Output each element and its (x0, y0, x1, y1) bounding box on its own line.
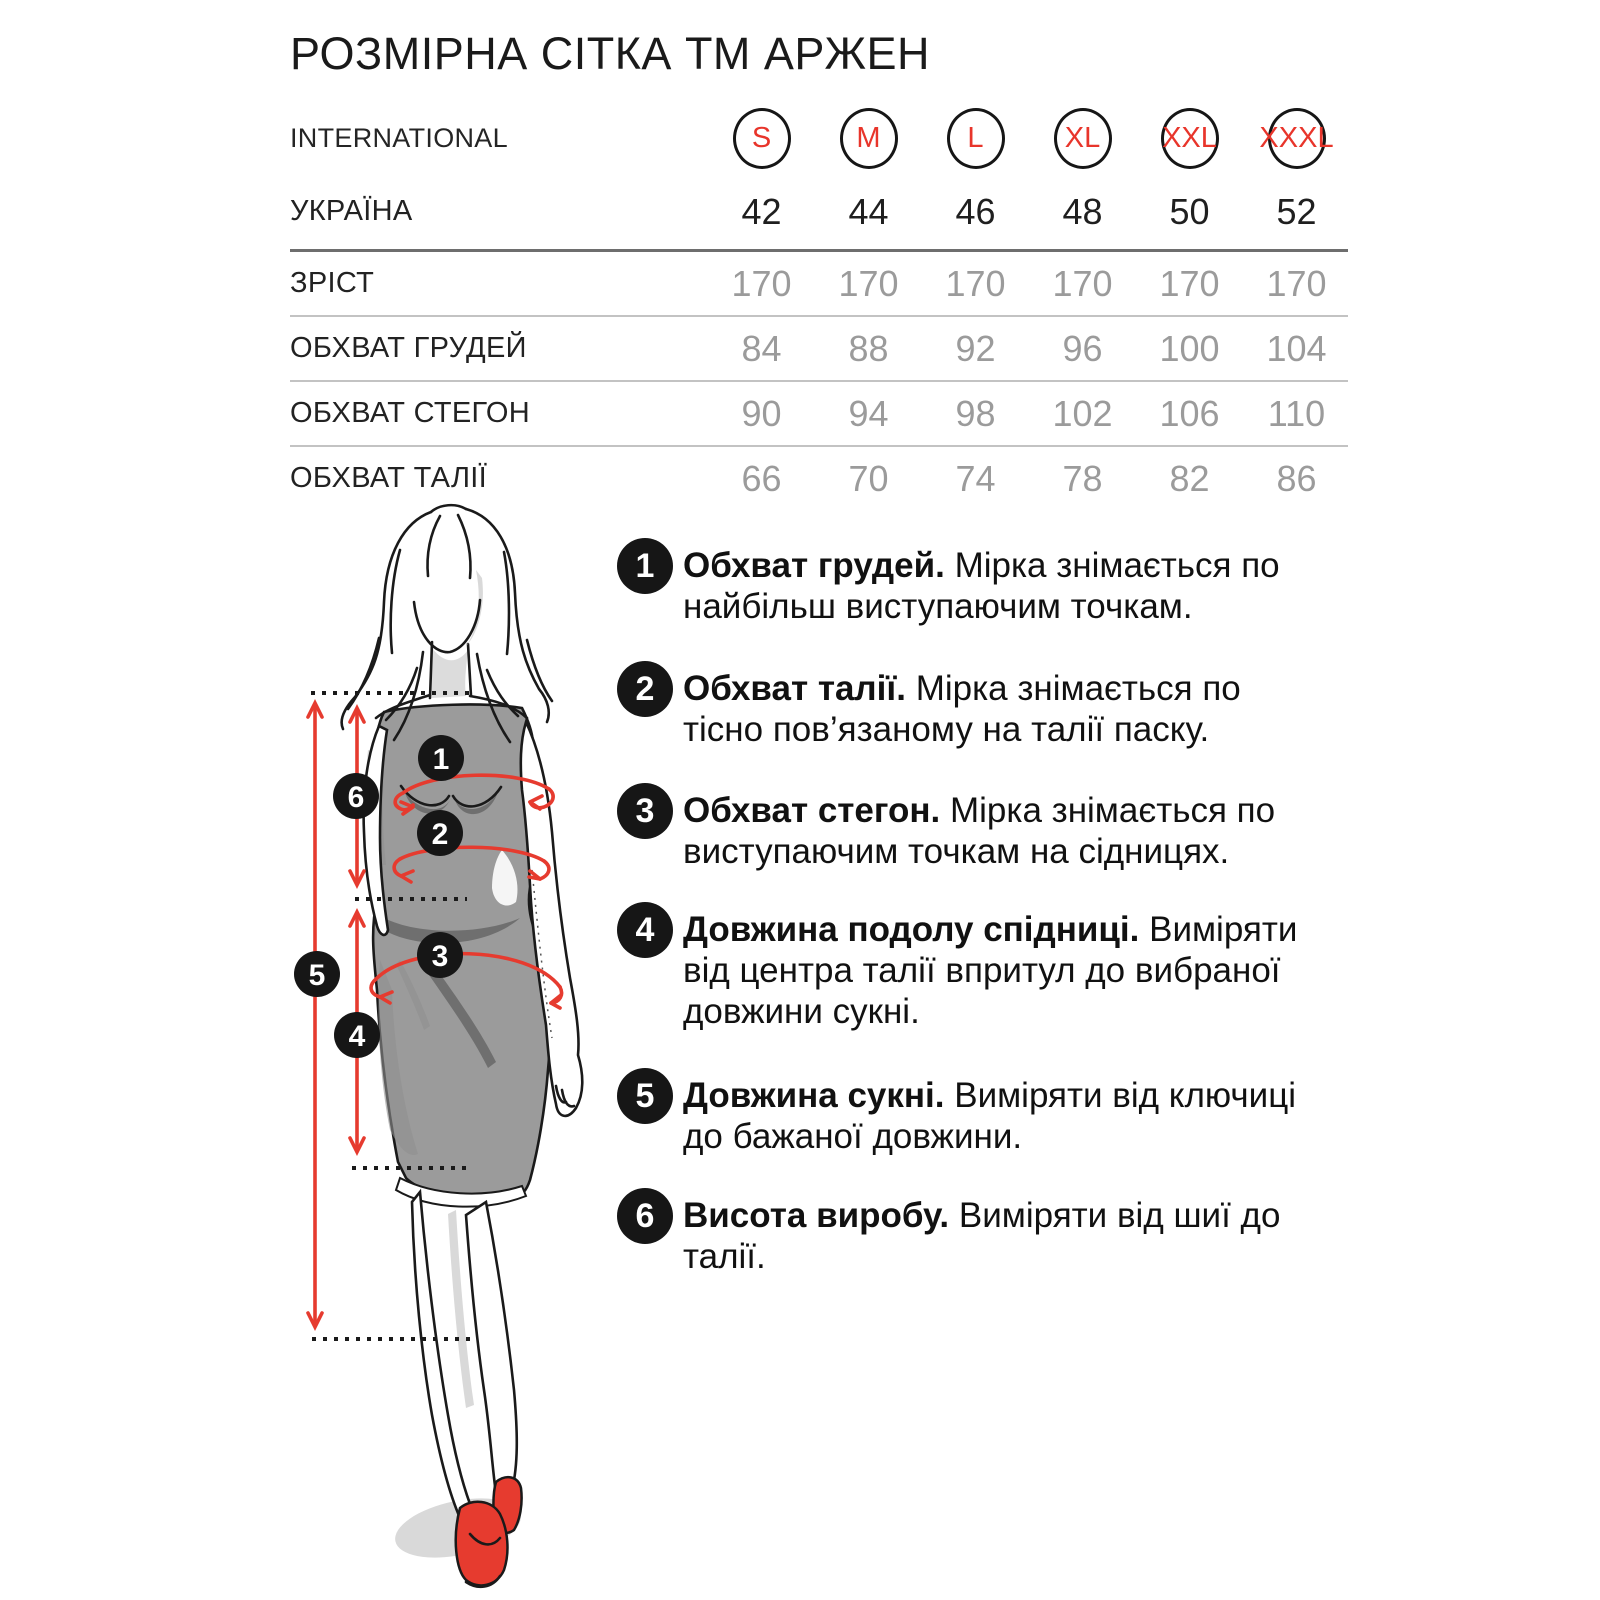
annotation-desc-4: Виміряти від центра талії впритул до вибраної довжини сукні. (683, 910, 1298, 1031)
table-row-chest (290, 315, 1348, 380)
figure-badge-1-num: 1 (432, 743, 450, 776)
annotation-term-2: Обхват талії. (683, 669, 906, 708)
cell-value: 170 (1052, 262, 1113, 304)
size-badge-xxl: XXL (1161, 108, 1219, 169)
annotation-desc-2: Мірка знімається по тісно пов’язаному на талії паску. (683, 669, 1241, 749)
cell-value: 84 (741, 327, 782, 369)
figure-badge-2-num: 2 (431, 818, 449, 851)
annotation-badge-6: 6 (617, 1188, 673, 1244)
cell-value: 94 (848, 392, 889, 434)
table-row-ukraine (290, 180, 1348, 249)
annotation-badge-2: 2 (617, 661, 673, 717)
cell-value: 78 (1062, 457, 1103, 499)
ua-size: 44 (848, 190, 889, 232)
ua-size: 50 (1169, 190, 1210, 232)
cell-value: 170 (838, 262, 899, 304)
size-badge-s: S (733, 108, 791, 169)
size-badge-l: L (947, 108, 1005, 169)
cell-value: 74 (955, 457, 996, 499)
row-label-waist: ОБХВАТ ТАЛІЇ (290, 462, 487, 494)
annotation-desc-1: Мірка знімається по найбільш виступаючим точкам. (683, 546, 1280, 626)
row-label-chest: ОБХВАТ ГРУДЕЙ (290, 332, 527, 364)
annotation-desc-6: Виміряти від шиї до талії. (683, 1196, 1281, 1276)
cell-value: 92 (955, 327, 996, 369)
table-row-international (290, 96, 1348, 180)
cell-value: 88 (848, 327, 889, 369)
annotation-term-5: Довжина сукні. (683, 1076, 945, 1115)
ua-size: 52 (1276, 190, 1317, 232)
figure-illustration (280, 490, 620, 1600)
ua-size: 42 (741, 190, 782, 232)
ua-size: 46 (955, 190, 996, 232)
cell-value: 96 (1062, 327, 1103, 369)
cell-value: 106 (1159, 392, 1220, 434)
cell-value: 82 (1169, 457, 1210, 499)
cell-value: 110 (1267, 392, 1326, 434)
annotation-text-4 (683, 909, 1301, 1032)
cell-value: 70 (848, 457, 889, 499)
cell-value: 170 (1159, 262, 1220, 304)
cell-value: 170 (945, 262, 1006, 304)
row-label-international: INTERNATIONAL (290, 122, 508, 153)
annotation-badge-4: 4 (617, 902, 673, 958)
annotation-text-3 (683, 790, 1301, 872)
cell-value: 100 (1159, 327, 1220, 369)
table-row-height (290, 249, 1348, 315)
cell-value: 90 (741, 392, 782, 434)
page-title: РОЗМІРНА СІТКА ТМ АРЖЕН (290, 28, 931, 79)
annotation-text-6 (683, 1195, 1301, 1277)
cell-value: 104 (1266, 327, 1327, 369)
annotation-term-3: Обхват стегон. (683, 791, 941, 830)
cell-value: 66 (741, 457, 782, 499)
annotation-badge-5: 5 (617, 1068, 673, 1124)
annotation-badge-1: 1 (617, 538, 673, 594)
size-badge-m: M (840, 108, 898, 169)
figure-badge-6-num: 6 (347, 781, 365, 814)
row-label-ukraine: УКРАЇНА (290, 195, 413, 227)
row-label-hips: ОБХВАТ СТЕГОН (290, 397, 531, 429)
table-row-hips (290, 380, 1348, 445)
figure-badge-5-num: 5 (308, 959, 326, 992)
annotation-text-1 (683, 545, 1301, 627)
annotation-text-2 (683, 668, 1301, 750)
cell-value: 102 (1052, 392, 1113, 434)
annotation-term-4: Довжина подолу спідниці. (683, 910, 1140, 949)
annotation-desc-5: Виміряти від ключиці до бажаної довжини. (683, 1076, 1297, 1156)
size-table (290, 96, 1348, 510)
cell-value: 98 (955, 392, 996, 434)
row-label-height: ЗРІСТ (290, 267, 375, 299)
annotation-text-5 (683, 1075, 1301, 1157)
size-badge-xxxl: XXXL (1268, 108, 1326, 169)
annotation-term-6: Висота виробу. (683, 1196, 950, 1235)
cell-value: 170 (731, 262, 792, 304)
figure-badge-3-num: 3 (431, 940, 449, 973)
figure-badge-4-num: 4 (348, 1020, 366, 1053)
annotation-desc-3: Мірка знімається по виступаючим точкам на сідницях. (683, 791, 1276, 871)
cell-value: 170 (1266, 262, 1327, 304)
annotation-badge-3: 3 (617, 783, 673, 839)
annotation-term-1: Обхват грудей. (683, 546, 945, 585)
ua-size: 48 (1062, 190, 1103, 232)
cell-value: 86 (1276, 457, 1317, 499)
size-badge-xl: XL (1054, 108, 1112, 169)
